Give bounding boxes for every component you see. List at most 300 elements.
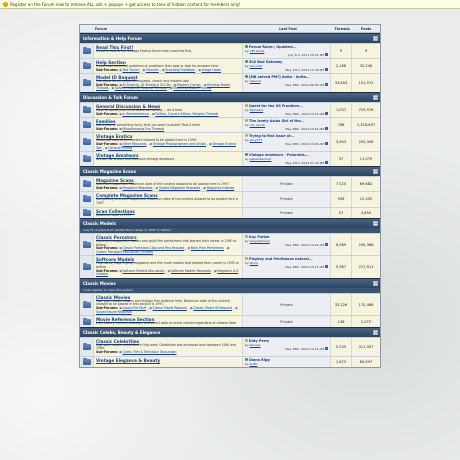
category-header[interactable]	[80, 33, 380, 43]
subforum-link[interactable]: ▣ Tutorials	[142, 68, 158, 72]
column-forum: Forum	[95, 26, 108, 31]
folder-icon	[83, 181, 91, 187]
forum-status-icon	[80, 338, 94, 356]
warning-icon: !	[4, 1, 7, 6]
forum-row	[80, 102, 380, 117]
forum-title-link[interactable]: Read This First!	[96, 45, 134, 50]
last-post-title-text[interactable]: The lovely Asian Girl of the...	[249, 119, 305, 124]
subforum-link[interactable]: ▣ Solved Model ID Request Threads	[111, 86, 166, 90]
last-post-author: by Remeber	[245, 107, 264, 112]
subforums-list: Sub-Forums: ▣ Test Forum, ▣ Tutorials, ▣ Scanning Feedback, ▣ Image Hosts	[96, 69, 240, 73]
category-header[interactable]	[80, 218, 380, 228]
forum-status-icon	[80, 118, 94, 132]
last-post-date-text: May 28th, 2024 10:44 AM	[285, 127, 324, 132]
subforums-label: Sub-Forums:	[96, 126, 119, 131]
subforum-link[interactable]: ▣ Image Hosts	[198, 68, 221, 72]
subforum-link[interactable]: ▣ Miscellaneous Fun Threads	[119, 127, 164, 131]
forum-info	[94, 316, 242, 327]
forum-row	[80, 176, 380, 191]
last-post-user-link[interactable]: VEF Rules	[249, 49, 265, 53]
forum-title-link[interactable]: Model ID Request	[96, 75, 138, 81]
forum-description: Post your classic movies and vintage film material here. Maximum date of the content allowed to be posted in this section is 1997.	[96, 298, 230, 307]
last-post-title-text[interactable]: Kay Parker	[249, 235, 270, 240]
forum-row	[80, 58, 380, 73]
post-status-icon	[245, 134, 248, 137]
column-header-row	[80, 25, 380, 33]
last-post-cell	[242, 208, 330, 219]
subforums-list: Sub-Forums: ▣ Other Requests, ▣ Vintage Photographers and Artists, ▣ Vintage Erotica Talk, ▣ General Erotica	[96, 143, 240, 150]
post-status-icon	[245, 235, 248, 238]
last-post-cell	[242, 44, 330, 58]
go-to-last-post-icon[interactable]	[325, 83, 328, 86]
subforum-link[interactable]: ▣ General Erotica	[105, 146, 132, 150]
last-post-user-link[interactable]: papertearitout	[249, 157, 272, 162]
post-status-icon	[245, 257, 248, 260]
forum-description: If you have technical problems or questions then post or look for answers here.	[96, 64, 219, 68]
forum-row	[80, 151, 380, 166]
subforum-link[interactable]: ▣ Solved Movie Requests	[96, 306, 238, 314]
forum-description: Post your classic celebrities in this area! Celebrities and actresses born between 1940 and 1984.	[96, 342, 237, 351]
subforum-link[interactable]: ▣ Vintage Photographers and Artists	[149, 142, 206, 146]
post-count: 151,572	[351, 74, 380, 92]
subforum-link[interactable]: ▣ Classic Pornstars Clips and Pics Request	[119, 246, 184, 250]
forum-title-link[interactable]: Vintage Elegance & Beauty	[96, 357, 161, 363]
thread-count: 6,069	[330, 234, 351, 255]
last-post-date	[245, 161, 328, 165]
thread-count: 33,853	[330, 74, 351, 92]
forum-status-icon	[80, 316, 94, 327]
post-count: 2,072	[351, 316, 380, 327]
folder-icon	[83, 156, 91, 162]
forum-description: Maximum date of the content allowed to be posted here is 1999.	[96, 138, 197, 143]
forum-title-link[interactable]: Softcore Models	[96, 257, 135, 263]
thread-count: 1,675	[330, 357, 351, 367]
subforums-label: Sub-Forums:	[96, 141, 119, 146]
forum-row	[80, 207, 380, 219]
column-threads: Threads	[334, 26, 350, 31]
last-post-date	[245, 127, 328, 131]
subforums-label: Sub-Forums:	[96, 350, 119, 354]
go-to-last-post-icon[interactable]	[325, 68, 328, 71]
last-post-author: by buffo	[245, 361, 258, 366]
subforum-link[interactable]: ▣ Vintage Erotica Talk	[96, 142, 236, 150]
thread-count: 33,326	[330, 294, 351, 315]
last-post-author: by deesnd	[245, 79, 261, 84]
forum-status-icon	[80, 59, 94, 73]
subforum-link[interactable]: ▣ Loops/Old Stuff	[119, 306, 146, 310]
subforum-link[interactable]: ▣ Magazine Requests	[119, 186, 152, 190]
last-post-date	[245, 347, 328, 351]
forum-status-icon	[80, 256, 94, 277]
forum-status-icon	[80, 294, 94, 315]
forum-info	[94, 133, 242, 151]
post-status-icon	[245, 119, 248, 122]
forum-list	[79, 24, 381, 368]
forum-status-icon	[80, 177, 94, 191]
last-post-title-text[interactable]: Trying to find issue of...	[249, 134, 295, 139]
post-status-icon	[245, 75, 248, 78]
subforum-link[interactable]: ▣ Other Requests	[119, 142, 146, 146]
thread-count: 1,037	[330, 103, 351, 117]
go-to-last-post-icon[interactable]	[325, 53, 328, 56]
go-to-last-post-icon[interactable]	[325, 243, 328, 246]
last-post-user-link[interactable]: deesnd	[249, 79, 261, 84]
post-count: 311,007	[351, 338, 380, 356]
category-header[interactable]	[80, 92, 380, 102]
last-post-date-text: May 28th, 2024 10:12 AM	[285, 346, 324, 351]
thread-count: 7,520	[330, 177, 351, 191]
forum-title-link[interactable]: Magazine Scans	[96, 178, 134, 184]
last-post-date	[245, 83, 328, 87]
category-container	[80, 33, 380, 367]
last-post-author: by Koneas	[245, 342, 261, 347]
last-post-user-link[interactable]: Greyeekhead	[249, 239, 270, 244]
subforum-link[interactable]: ▣ Magazine A-Z Indexes	[96, 269, 238, 277]
folder-icon	[83, 139, 91, 145]
category-title[interactable]: Classic Magazine Scans	[83, 169, 136, 175]
last-post-cell	[242, 133, 330, 151]
private-label: Private	[280, 182, 293, 187]
forum-description: Info, history, covers, catalogs, and useful data on erotic movies regardless of release date.	[96, 321, 237, 326]
last-post-author: by durrin15	[245, 64, 263, 68]
last-post-date-text: May 28th, 2024 10:24 AM	[285, 243, 324, 248]
subforums-label: Sub-Forums:	[96, 82, 119, 87]
folder-icon	[83, 319, 91, 325]
last-post-author: by Jerry177	[245, 138, 263, 143]
folder-icon	[83, 302, 91, 308]
post-count: 720,976	[351, 103, 380, 117]
collapse-icon[interactable]: −	[374, 329, 378, 335]
subforums-list	[96, 128, 240, 132]
last-post-user-link[interactable]: bkum	[249, 261, 259, 266]
forum-status-icon	[80, 208, 94, 219]
forum-title-link[interactable]: Classic Celebrities	[96, 338, 140, 344]
forum-info	[94, 177, 242, 191]
post-status-icon	[245, 153, 248, 156]
post-count: 1,318,637	[351, 118, 380, 132]
column-last-post: Last Post	[279, 26, 297, 31]
post-count: 69,682	[351, 177, 380, 191]
post-count: 250,308	[351, 133, 380, 151]
post-count: 245,366	[351, 234, 380, 255]
subforums-label: Sub-Forums:	[96, 185, 119, 190]
subforum-link[interactable]: ▣ Test Forum	[119, 68, 139, 72]
forum-title-link[interactable]: General Discussion & News	[96, 103, 161, 109]
forum-description: Hardcore (magazine) models and adult film performers that started their career in 1990 or before.	[96, 239, 237, 247]
last-post-date-text: May 27th, 2024 12:18 PM	[285, 68, 324, 72]
thread-count: 9	[330, 44, 351, 58]
forum-description: The place for all model ID requests, classic and modern day.	[96, 79, 190, 84]
post-status-icon	[245, 358, 248, 361]
last-post-date-text: May 28th, 2024 10:46 AM	[285, 142, 324, 147]
last-post-author: by papertearitout	[245, 157, 272, 162]
forum-info	[94, 294, 242, 315]
category-title[interactable]: Information & Help Forum	[83, 36, 142, 41]
last-post-user-link[interactable]: Jerry177	[249, 138, 263, 143]
post-count: 11,079	[351, 152, 380, 166]
last-post-date	[245, 142, 328, 146]
go-to-last-post-icon[interactable]	[325, 127, 328, 130]
forum-title-link[interactable]: Help Section	[96, 60, 126, 65]
subforums-label: Sub-Forums:	[96, 67, 119, 72]
subforums-label: Sub-Forums:	[96, 246, 119, 251]
subforum-link[interactable]: ▣ Pending Model Threads	[96, 83, 230, 91]
subforum-link[interactable]: ▣ Celeb, Film & Television Discussion	[119, 350, 176, 354]
go-to-last-post-icon[interactable]	[325, 161, 328, 164]
subforums-list: Sub-Forums: ▣ Softcore Models Discussion, ▣ Softcore Models Requests, ▣ Magazine A-Z Indexes	[96, 270, 240, 277]
forum-info	[94, 59, 242, 73]
thread-count: 3,903	[330, 133, 351, 151]
column-posts: Posts	[360, 26, 372, 31]
folder-icon	[83, 48, 91, 54]
collapse-icon[interactable]: −	[374, 169, 378, 175]
post-count: 3,850	[351, 208, 380, 219]
go-to-last-post-icon[interactable]	[325, 142, 328, 145]
subforums-list	[96, 351, 240, 355]
last-post-date-text: May 28th, 2024 09:56 AM	[285, 83, 324, 88]
subforums-label: Sub-Forums:	[96, 268, 119, 273]
thread-count: 138	[330, 316, 351, 327]
folder-icon	[83, 344, 91, 350]
last-post-date-text: May 27th, 2024 07:44 PM	[285, 161, 324, 166]
forum-title-link[interactable]: Families	[96, 119, 116, 125]
forum-info	[94, 103, 242, 117]
last-post-author: by Greyeekhead	[245, 239, 270, 244]
forum-title-link[interactable]: Vintage Erotica	[96, 134, 133, 140]
last-post-cell	[242, 74, 330, 92]
thread-count: 9,387	[330, 256, 351, 277]
go-to-last-post-icon[interactable]	[325, 347, 328, 350]
subforum-link[interactable]: ▣ Mixed-Up Model Threads	[170, 86, 212, 90]
forum-description: Completely scanned magazines. Maximum date of the content allowed to be posted here is 1997.	[96, 197, 239, 205]
post-status-icon	[245, 339, 248, 342]
forum-info	[94, 192, 242, 206]
last-post-user-link[interactable]: Koneas	[249, 342, 261, 347]
forum-description: If you're new to the Vintage Erotica Forum then read this first.	[96, 49, 193, 53]
last-post-cell	[242, 192, 330, 206]
post-count: 12,355	[351, 192, 380, 206]
subforums-list: Sub-Forums: ▣ Loops/Old Stuff, ▣ Classic Movie Request, ▣ Classic Movie ID Request, ▣ Solved Movie Requests	[96, 307, 240, 314]
last-post-author: by olly verdin	[245, 123, 266, 128]
register-notice-bar[interactable]	[0, 0, 460, 9]
folder-icon	[83, 63, 91, 69]
forum-info	[94, 118, 242, 132]
forum-row	[80, 255, 380, 277]
forum-status-icon	[80, 74, 94, 92]
last-post-cell	[242, 338, 330, 356]
category-description: only for models that started their career in 1995 or before.	[80, 228, 380, 233]
forum-row	[80, 73, 380, 92]
last-post-date	[245, 265, 328, 269]
last-post-cell	[242, 256, 330, 277]
private-label: Private	[280, 197, 293, 202]
folder-icon	[83, 264, 91, 270]
folder-icon	[83, 107, 91, 113]
last-post-title-text[interactable]: Katy Perry	[249, 338, 270, 343]
forum-row	[80, 132, 380, 151]
private-label: Private	[280, 319, 293, 324]
subforums-list: Sub-Forums: ▣ In Remembrance, ▣ Politics, Current Affairs, Religion Threads	[96, 113, 240, 117]
last-post-title-text[interactable]: 502 Bad Gateway	[249, 60, 283, 64]
forum-status-icon	[80, 152, 94, 166]
forum-description: Section for known and unknown vintage amateurs	[96, 157, 175, 162]
forum-row	[80, 315, 380, 327]
forum-row	[80, 337, 380, 356]
last-post-cell	[242, 294, 330, 315]
folder-icon	[83, 242, 91, 248]
forum-info	[94, 357, 242, 367]
forum-info	[94, 256, 242, 277]
private-label: Private	[280, 302, 293, 307]
forum-description: Maximum date is 1997	[96, 212, 132, 217]
last-post-user-link[interactable]: durrin15	[249, 64, 263, 68]
forum-description: Have to speak your mind about something ... do it here.	[96, 107, 183, 112]
last-post-title-text[interactable]: Vintage amateurs - Polaroids...	[249, 153, 309, 158]
forum-info	[94, 44, 242, 58]
folder-icon	[83, 359, 91, 365]
last-post-date	[245, 243, 328, 247]
last-post-date-text: May 28th, 2024 10:13 AM	[285, 265, 324, 270]
forum-row	[80, 356, 380, 367]
post-status-icon	[245, 104, 248, 107]
last-post-cell	[242, 177, 330, 191]
subforum-link[interactable]: ▣ Politics, Current Affairs, Religion Threads	[152, 112, 218, 116]
subforums-list: Sub-Forums: ▣ Magazine Requests, ▣ Solved Magazine Requests, ▣ Magazine Indexes	[96, 187, 240, 191]
forum-info	[94, 208, 242, 219]
last-post-cell	[242, 316, 330, 327]
last-post-cell	[242, 103, 330, 117]
forum-title-link[interactable]: Classic Movies	[96, 294, 131, 300]
last-post-author: by bkum	[245, 261, 259, 266]
last-post-date	[245, 112, 328, 116]
forum-info	[94, 74, 242, 92]
forum-row	[80, 117, 380, 132]
subforum-link[interactable]: ▣ Softcore Models Discussion	[119, 269, 165, 273]
category-header[interactable]	[80, 278, 380, 288]
subforums-list: Sub-Forums: ▣ Classic Pornstars Clips and Pics Request, ▣ Male Porn Performers, ▣ Classic Pornstars Discussion Threads	[96, 247, 240, 254]
last-post-user-link[interactable]: Remeber	[249, 107, 264, 112]
forum-status-icon	[80, 234, 94, 255]
category-header[interactable]	[80, 327, 380, 337]
forum-description: Playmates, Page 3 girls, magazine and film nude models that started their career in 1995 or before.	[96, 261, 239, 270]
forum-title-link[interactable]: Classic Pornstars	[96, 235, 137, 241]
forum-row	[80, 43, 380, 58]
collapse-icon[interactable]: −	[374, 94, 378, 100]
forum-status-icon	[80, 192, 94, 206]
last-post-title-text[interactable]: [MB solved PM?] Anita - Anita...	[249, 75, 310, 80]
post-count: 84,997	[351, 357, 380, 367]
thread-count: 37	[330, 152, 351, 166]
last-post-user-link[interactable]: olly verdin	[249, 123, 266, 128]
subforum-link[interactable]: ▣ Solved Magazine Requests	[155, 186, 200, 190]
subforums-list: Sub-Forums: ▣ ID Projects, ID Sheets & ID CDs, ▣ Mystery Corner, ▣ Pending Model Threads, ▣ Solved Model ID Request Threads, ▣ Mixed-Up Model Threads	[96, 84, 240, 91]
category-header[interactable]	[80, 166, 380, 176]
post-count: 217,911	[351, 256, 380, 277]
subforum-link[interactable]: ▣ Mystery Corner	[174, 83, 201, 87]
last-post-cell	[242, 234, 330, 255]
folder-icon	[83, 196, 91, 202]
folder-icon	[83, 80, 91, 86]
forum-status-icon	[80, 357, 94, 367]
last-post-cell	[242, 118, 330, 132]
post-count: 170,486	[351, 294, 380, 315]
category-title[interactable]: Classic Models	[83, 221, 116, 227]
last-post-cell	[242, 152, 330, 166]
subforum-link[interactable]: ▣ Softcore Models Requests	[168, 269, 211, 273]
subforum-link[interactable]: ▣ In Remembrance	[119, 112, 149, 116]
category-title[interactable]: Classic Movies	[83, 280, 116, 286]
forum-info	[94, 152, 242, 166]
forum-row	[80, 191, 380, 206]
register-notice-text: Register on the Forum now to remove ALL ads + popups + get access to tons of hidden content for members only!	[10, 1, 241, 7]
forum-row	[80, 233, 380, 255]
last-post-date-text: May 28th, 2024 10:12 AM	[285, 111, 324, 116]
thread-count: 936	[330, 192, 351, 206]
folder-icon	[83, 210, 91, 216]
last-post-author: by VEF Rules	[245, 49, 265, 53]
last-post-date	[245, 53, 328, 57]
post-status-icon	[245, 60, 248, 63]
forum-description: Scanned magazines. Maximum date of the content allowed to be posted here is 1997.	[96, 182, 230, 187]
collapse-icon[interactable]: −	[374, 36, 378, 41]
forum-description: Got a joke or something funny that you want to share? Post it here!	[96, 123, 201, 128]
forum-title-link[interactable]: Movie Reference Section	[96, 317, 155, 323]
forum-status-icon	[80, 103, 94, 117]
subforum-link[interactable]: ▣ Classic Movie Request	[149, 306, 187, 310]
collapse-icon[interactable]: −	[374, 280, 378, 286]
thread-count: 768	[330, 118, 351, 132]
folder-icon	[83, 122, 91, 128]
last-post-date	[245, 68, 328, 72]
subforum-link[interactable]: ▣ Classic Pornstars Discussion Threads	[96, 246, 230, 254]
go-to-last-post-icon[interactable]	[325, 265, 328, 268]
subforum-link[interactable]: ▣ ID Projects, ID Sheets & ID CDs	[119, 83, 171, 87]
collapse-icon[interactable]: −	[374, 221, 378, 227]
subforums-label: Sub-Forums:	[96, 306, 119, 311]
last-post-user-link[interactable]: buffo	[249, 361, 258, 366]
category-title[interactable]: Classic Celebs, Beauty & Elegance	[83, 329, 161, 335]
post-count: 32,248	[351, 59, 380, 73]
forum-info	[94, 338, 242, 356]
subforum-link[interactable]: ▣ Male Porn Performers	[187, 246, 224, 250]
category-description: must register to view this section.	[80, 288, 380, 293]
last-post-title-text[interactable]: Playboy and Penthouse natural...	[249, 257, 313, 262]
forum-title-link[interactable]: Complete Magazine Scans	[96, 193, 158, 199]
post-status-icon	[245, 45, 248, 48]
go-to-last-post-icon[interactable]	[325, 112, 328, 115]
last-post-cell	[242, 357, 330, 367]
last-post-title-text[interactable]: Diana Rigg	[249, 357, 270, 362]
thread-count: 5,235	[330, 338, 351, 356]
post-count: 9	[351, 44, 380, 58]
forum-row	[80, 293, 380, 315]
thread-count: 2,168	[330, 59, 351, 73]
last-post-title-text[interactable]: Quest for the US Frontiers...	[249, 103, 304, 108]
forum-title-link[interactable]: Scan Collections	[96, 208, 135, 214]
subforum-link[interactable]: ▣ Magazine Indexes	[203, 186, 234, 190]
category-title[interactable]: Discussion & Talk Forum	[83, 94, 138, 100]
subforum-link[interactable]: ▣ Scanning Feedback	[162, 68, 195, 72]
private-label: Private	[280, 210, 293, 215]
last-post-cell	[242, 59, 330, 73]
forum-title-link[interactable]: Vintage Amateurs	[96, 153, 139, 159]
forum-status-icon	[80, 133, 94, 151]
last-post-title-text[interactable]: Forum Rules / Updated...	[249, 45, 297, 49]
subforums-label: Sub-Forums:	[96, 111, 119, 116]
last-post-date-text: July 3rd, 2011 10:21 PM	[288, 53, 324, 57]
subforum-link[interactable]: ▣ Classic Movie ID Request	[190, 306, 232, 310]
forum-info	[94, 234, 242, 255]
